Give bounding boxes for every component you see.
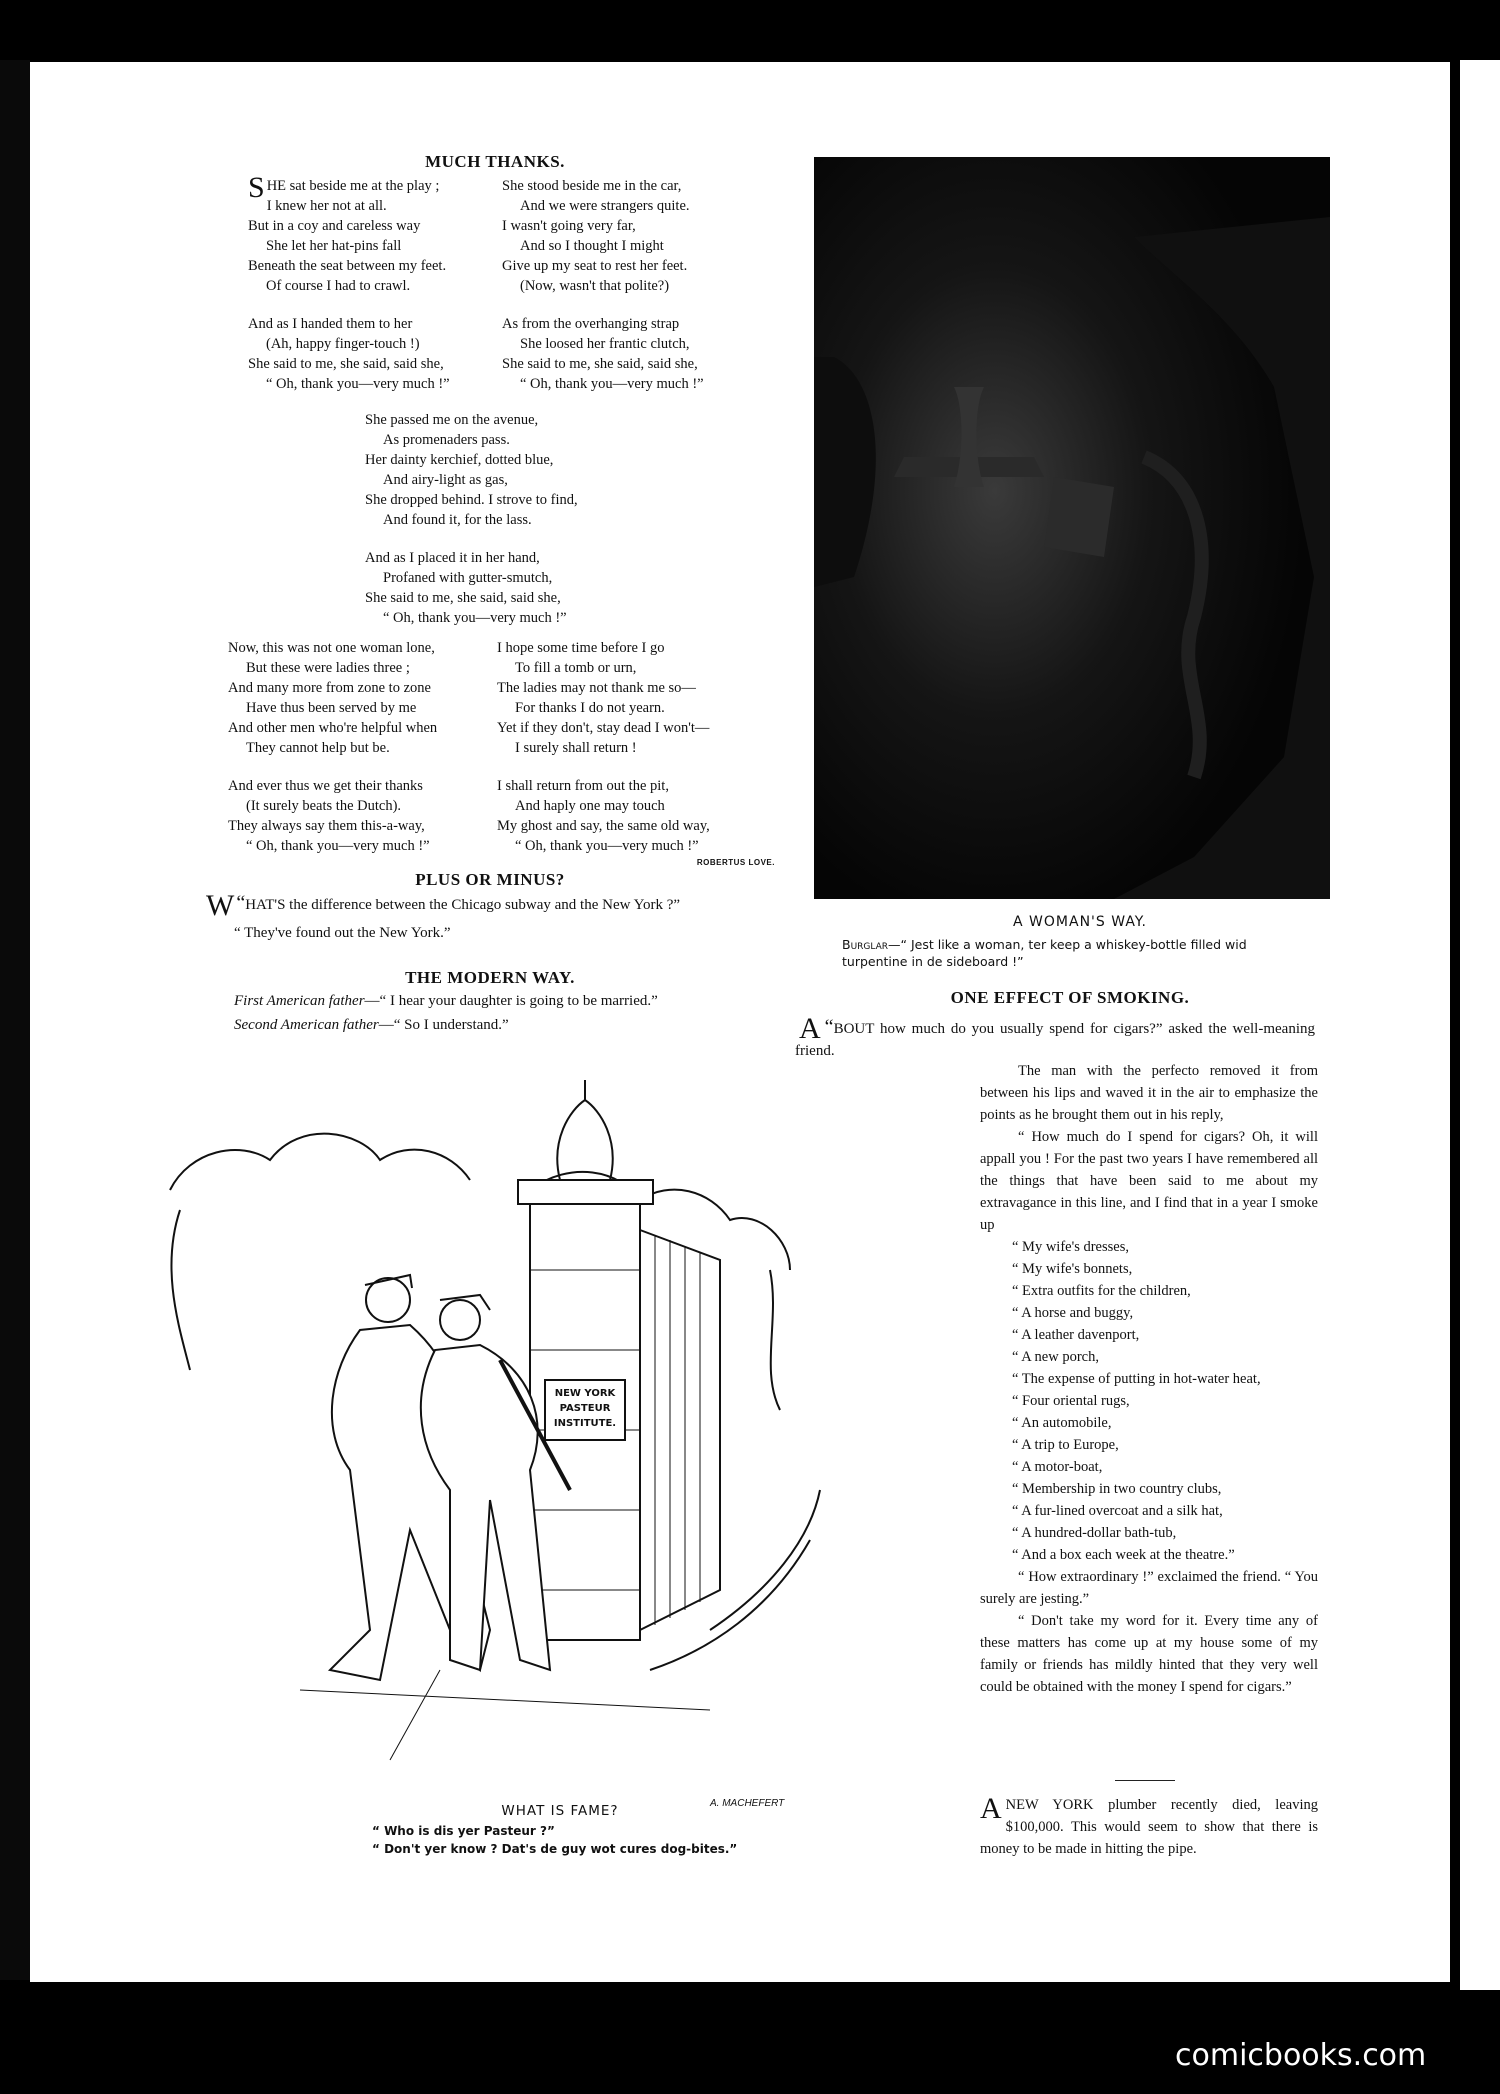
womans-way-title: A WOMAN'S WAY. <box>1013 914 1147 930</box>
list-item: “ Membership in two country clubs, <box>1012 1481 1222 1497</box>
poem-column-right-2: I hope some time before I go To fill a tomb or urn, The ladies may not thank me so— For thanks I do not yearn. Yet if they don't, stay dead I won't— I surely shall return ! I shall return from out the pit, And haply one may touch My ghost and say, the same old way, “ Oh, thank you—very much !” <box>497 640 710 854</box>
list-item: “ My wife's bonnets, <box>1012 1261 1133 1277</box>
burglar-illustration <box>814 157 1330 899</box>
poem-column-left: SHE sat beside me at the play ; I knew her not at all. But in a coy and careless way She let her hat-pins fall Beneath the seat between my feet. Of course I had to crawl. And as I handed them to her (Ah, happy finger-touch !) She said to me, she said, said she, “ Oh, thank you—very much !” <box>248 171 450 392</box>
pasteur-cartoon <box>150 1070 840 1809</box>
drop-cap-plumber: A <box>980 1792 1002 1825</box>
cartoon-title: WHAT IS FAME? <box>501 1803 619 1819</box>
smoking-body: The man with the perfecto removed it from between his lips and waved it in the air to emphasize the points as he brought them out in his reply, “ How much do I spend for cigars? Oh, it will appall you ! For the past two years I have remembered all the things that have been said to me about my extravagance in this line, and I find that in a year I smoke up “ My wife's dresses, “ My wife's bonnets, “ Extra outfits for the children, “ A horse and buggy, “ A leather davenport, “ A new porch, “ The expense of putting in hot-water heat, “ Four oriental rugs, “ An automobile, “ A trip to Europe, “ A motor-boat, “ Membership in two country clubs, “ A fur-lined overcoat and a silk hat, “ A hundred-dollar bath-tub, “ And a box each week at the theatre.” “ How extraordinary !” exclaimed the friend. “ You surely are jesting.” “ Don't take my word for it. Every time any of these matters has come up at my house some of my family or friends has mildly hinted that they very well could be obtained with the money I spend for cigars.” <box>980 1063 1318 1695</box>
drop-cap: S <box>248 171 265 204</box>
list-item: “ A new porch, <box>1012 1349 1099 1365</box>
site-watermark: comicbooks.com <box>1175 2038 1427 2073</box>
artist-signature: A. MACHEFERT <box>710 1798 785 1809</box>
womans-way-caption: Burglar—“ Jest like a woman, ter keep a whiskey-bottle filled wid turpentine in de sideboard !” <box>842 937 1247 969</box>
expenses-list <box>980 1236 1318 1368</box>
drop-cap-a: A <box>799 1012 821 1045</box>
drop-cap-w: W <box>206 889 235 922</box>
list-item: “ A hundred-dollar bath-tub, <box>1012 1525 1177 1541</box>
plus-or-minus-title: PLUS OR MINUS? <box>415 870 565 889</box>
poem-signature: ROBERTUS LOVE. <box>696 858 775 867</box>
list-item: “ Extra outfits for the children, <box>1012 1283 1191 1299</box>
modern-way-text: First American father—“ I hear your daughter is going to be married.” Second American father—“ So I understand.” <box>234 993 658 1033</box>
list-item: “ A trip to Europe, <box>1012 1437 1119 1453</box>
list-item: “ And a box each week at the theatre.” <box>1012 1547 1235 1563</box>
list-item: “ A horse and buggy, <box>1012 1305 1134 1321</box>
list-item: “ The expense of putting in hot-water heat, <box>1012 1371 1261 1387</box>
list-item: “ A motor-boat, <box>1012 1459 1103 1475</box>
smoking-title: ONE EFFECT OF SMOKING. <box>950 988 1190 1007</box>
smoking-intro: “ A BOUT how much do you usually spend for cigars?” asked the well-meaning friend. <box>795 1012 1315 1059</box>
plumber-item: ANEW YORK plumber recently died, leaving $100,000. This would seem to show that there is money to be made in hitting the pipe. <box>980 1792 1318 1857</box>
list-item: “ An automobile, <box>1012 1415 1112 1431</box>
poem-column-left-2: Now, this was not one woman lone, But these were ladies three ; And many more from zone to zone Have thus been served by me And other men who're helpful when They cannot help but be. And ever thus we get their thanks (It surely beats the Dutch). They always say them this-a-way, “ Oh, thank you—very much !” <box>228 640 438 854</box>
list-item: “ A leather davenport, <box>1012 1327 1140 1343</box>
next-page-edge <box>1452 60 1500 1990</box>
list-item: “ Four oriental rugs, <box>1012 1393 1130 1409</box>
section-divider <box>1115 1780 1175 1781</box>
modern-way-title: THE MODERN WAY. <box>405 968 575 987</box>
poem-column-right: She stood beside me in the car, And we were strangers quite. I wasn't going very far, And so I thought I might Give up my seat to rest her feet. (Now, wasn't that polite?) As from the overhanging strap She loosed her frantic clutch, She said to me, she said, said she, “ Oh, thank you—very much !” <box>502 178 704 392</box>
poem-column-center: She passed me on the avenue, As promenaders pass. Her dainty kerchief, dotted blue, And airy-light as gas, She dropped behind. I strove to find, And found it, for the lass. And as I placed it in her hand, Profaned with gutter-smutch, She said to me, she said, said she, “ Oh, thank you—very much !” <box>365 412 578 626</box>
institute-sign-text: NEW YORK PASTEUR INSTITUTE. <box>553 1388 617 1429</box>
list-item: “ A fur-lined overcoat and a silk hat, <box>1012 1503 1223 1519</box>
plus-or-minus-text: “ W HAT'S the difference between the Chicago subway and the New York ?” “ They've found out the New York.” <box>206 889 681 941</box>
cartoon-caption: “ Who is dis yer Pasteur ?” “ Don't yer know ? Dat's de guy wot cures dog-bites.” <box>372 1824 738 1856</box>
list-item: “ My wife's dresses, <box>1012 1239 1129 1255</box>
poem-title: MUCH THANKS. <box>425 152 565 171</box>
scan-left-edge <box>0 60 30 1980</box>
